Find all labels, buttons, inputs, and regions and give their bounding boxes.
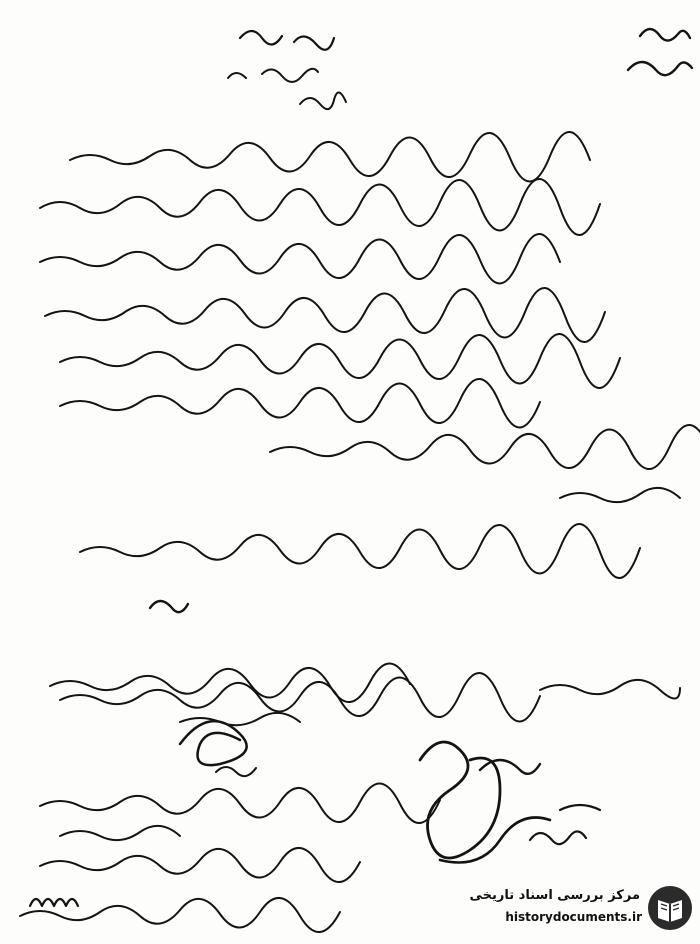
- book-logo-icon: [646, 884, 694, 932]
- watermark-url: historydocuments.ir: [505, 910, 642, 924]
- watermark-title: مرکز بررسی اسناد تاریخی: [469, 888, 640, 903]
- archive-watermark: [424, 880, 700, 944]
